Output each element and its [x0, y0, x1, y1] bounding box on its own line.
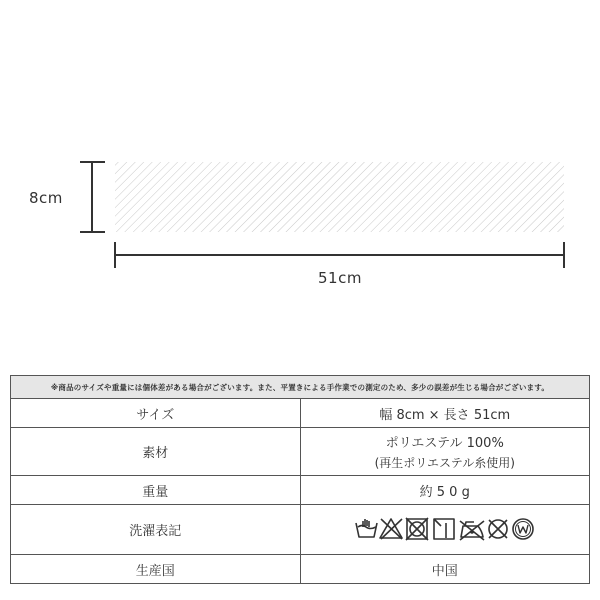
product-silhouette	[115, 162, 564, 232]
hand-wash-icon	[356, 519, 377, 537]
height-dimension-line	[80, 162, 105, 232]
origin-label: 生産国	[11, 555, 301, 584]
height-label: 8cm	[29, 189, 63, 207]
origin-row	[11, 555, 590, 584]
measurement-note: ※商品のサイズや重量には個体差がある場合がございます。また、平置きによる手作業での測定のため、多少の誤差が生じる場合がございます。	[11, 376, 590, 399]
care-row	[11, 505, 590, 555]
width-label: 51cm	[318, 269, 362, 287]
care-label: 洗濯表記	[11, 505, 301, 555]
material-note: (再生ポリエステル糸使用)	[374, 456, 515, 470]
material-cell	[300, 428, 590, 476]
low-iron-icon	[460, 521, 484, 540]
no-dry-clean-icon	[489, 520, 507, 538]
weight-row	[11, 476, 590, 505]
no-tumble-dry-icon	[406, 518, 428, 540]
spec-table	[10, 375, 590, 584]
weight-label: 重量	[11, 476, 301, 505]
material-value: ポリエステル 100%	[385, 436, 504, 451]
origin-value: 中国	[300, 555, 590, 584]
width-dimension-line	[115, 242, 564, 268]
line-dry-shade-icon	[434, 519, 454, 539]
size-label: サイズ	[11, 399, 301, 428]
note-row	[11, 376, 590, 399]
weight-value: 約 5 0 g	[300, 476, 590, 505]
material-row	[11, 428, 590, 476]
care-icons	[300, 505, 590, 555]
care-symbols	[355, 517, 535, 543]
no-bleach-icon	[380, 519, 402, 539]
size-row	[11, 399, 590, 428]
size-value: 幅 8cm × 長さ 51cm	[300, 399, 590, 428]
wet-clean-icon	[513, 519, 533, 539]
material-label: 素材	[11, 428, 301, 476]
